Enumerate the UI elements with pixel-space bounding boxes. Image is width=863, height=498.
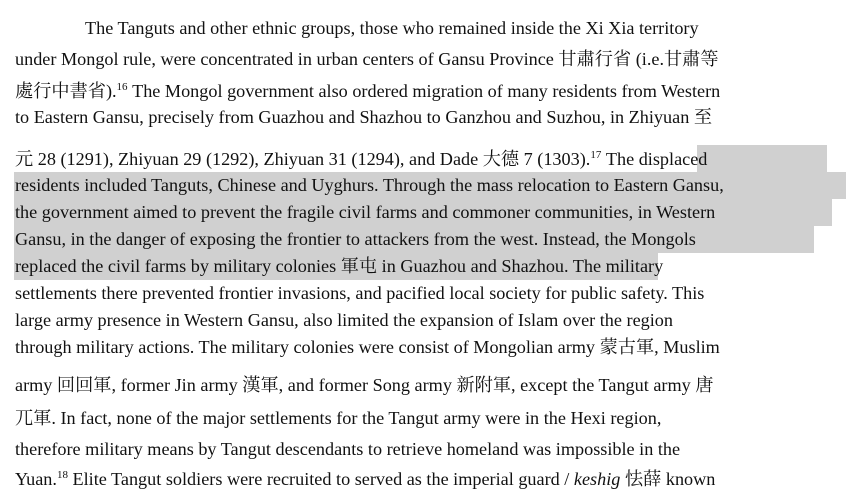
line-text: large army presence in Western Gansu, also limited the expansion of Islam over the region xyxy=(15,310,673,330)
line-text: The military xyxy=(572,256,664,276)
text-line xyxy=(15,280,704,306)
line-text: 兀軍. In fact, none of the major settlements for the Tangut army were in the Hexi region, xyxy=(15,408,662,428)
highlighted-text: Gansu, in the danger of exposing the frontier to attackers from the west. Instead, the Mongols xyxy=(15,229,696,249)
text-line xyxy=(15,226,696,252)
line-text: The Mongol government also ordered migration of many residents from Western xyxy=(132,81,721,101)
line-text: Elite Tangut soldiers were recruited to served as the imperial guard / xyxy=(72,469,574,489)
text-line xyxy=(15,253,663,279)
text-line xyxy=(85,15,699,41)
text-line xyxy=(15,466,715,492)
line-text: 處行中書省). xyxy=(15,81,117,101)
text-line xyxy=(15,436,680,462)
line-text: to Eastern Gansu, precisely from Guazhou and Shazhou to Ganzhou and Suzhou, in Zhiyuan 至 xyxy=(15,107,713,127)
text-line xyxy=(15,307,673,333)
text-line xyxy=(15,199,715,225)
highlighted-text: replaced the civil farms by military colonies 軍屯 in Guazhou and Shazhou. xyxy=(15,256,569,276)
line-text: through military actions. The military colonies were consist of Mongolian army 蒙古軍, Muslim xyxy=(15,337,720,357)
selection-highlight xyxy=(697,145,827,172)
text-line xyxy=(15,405,661,431)
highlighted-text: residents included Tanguts, Chinese and Uyghurs. Through the mass relocation to Eastern Gansu, xyxy=(15,175,724,195)
text-line xyxy=(15,146,707,172)
line-text: 元 28 (1291), Zhiyuan 29 (1292), Zhiyuan 31 (1294), and Dade 大德 7 (1303). xyxy=(15,149,591,169)
line-text: The Tanguts and other ethnic groups, those who remained inside the Xi Xia territory xyxy=(85,18,699,38)
text-line xyxy=(15,104,712,130)
line-text: therefore military means by Tangut descendants to retrieve homeland was impossible in the xyxy=(15,439,681,459)
text-line xyxy=(15,78,720,104)
footnote-ref[interactable]: 18 xyxy=(56,469,68,481)
line-text: 怯薛 known xyxy=(624,469,716,489)
line-text: army 回回軍, former Jin army 漢軍, and former Song army 新附軍, except the Tangut army 唐 xyxy=(15,375,714,395)
line-text: Yuan. xyxy=(15,469,57,489)
text-line xyxy=(15,172,724,198)
footnote-ref[interactable]: 17 xyxy=(590,149,602,161)
line-text: settlements there prevented frontier invasions, and pacified local society for public safety. This xyxy=(15,283,705,303)
italic-term: keshig xyxy=(573,469,621,489)
text-line xyxy=(15,46,719,72)
text-line xyxy=(15,372,713,398)
text-line xyxy=(15,334,720,360)
line-text: under Mongol rule, were concentrated in urban centers of Gansu Province 甘肅行省 (i.e.甘肅等 xyxy=(15,49,719,69)
highlighted-text: the government aimed to prevent the fragile civil farms and commoner communities, in Western xyxy=(15,202,716,222)
highlighted-text: The displaced xyxy=(605,149,708,169)
footnote-ref[interactable]: 16 xyxy=(116,81,128,93)
